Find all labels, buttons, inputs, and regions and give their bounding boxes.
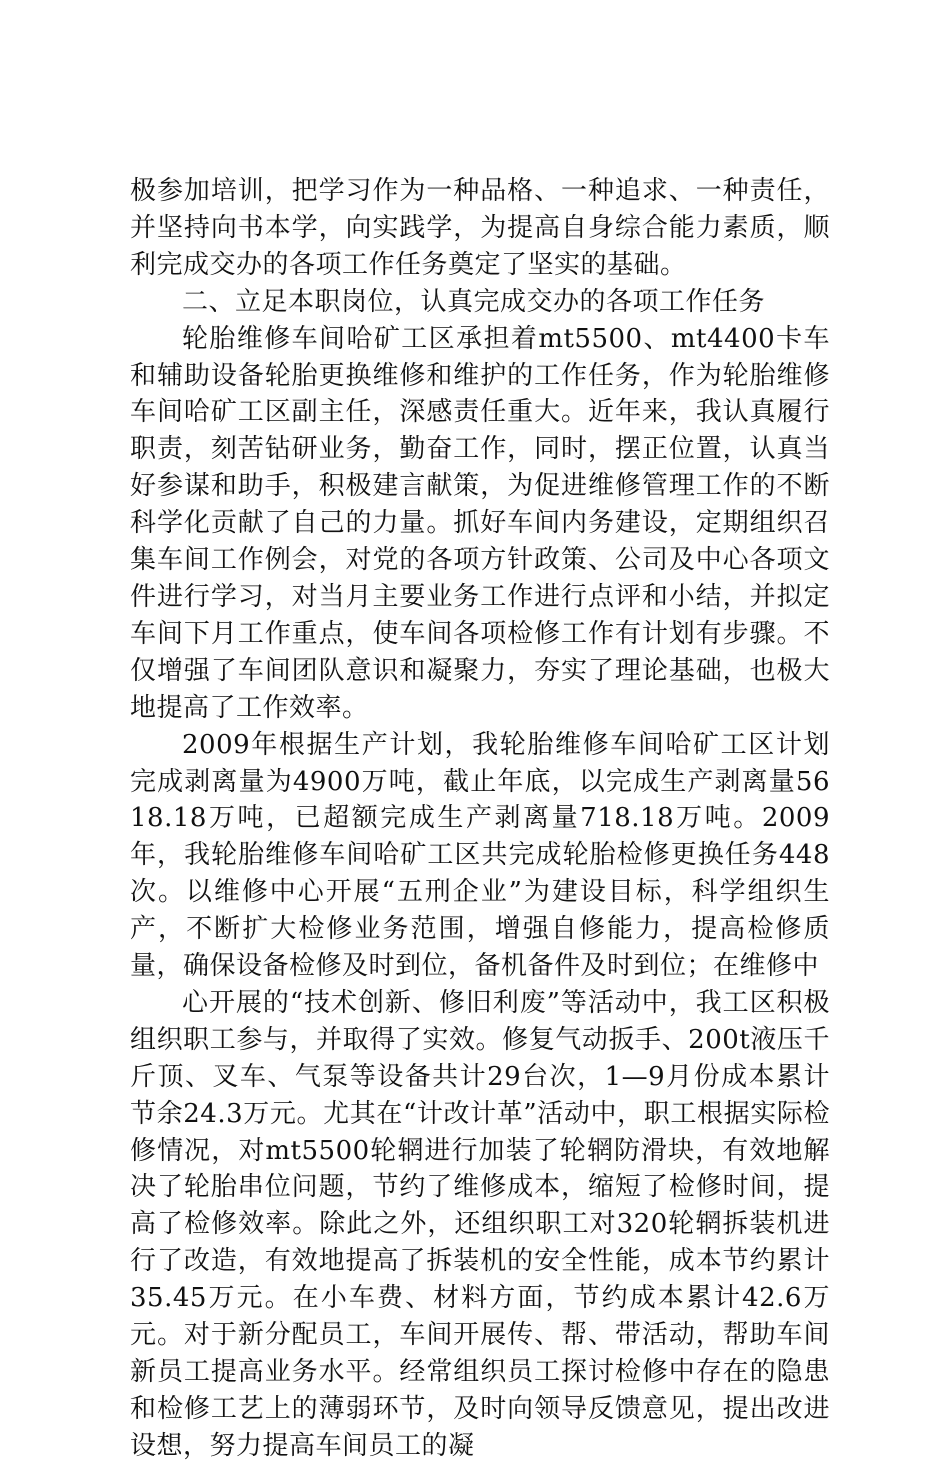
paragraph-innovation-activities: 心开展的“技术创新、修旧利废”等活动中，我工区积极组织职工参与，并取得了实效。修复气动扳手、200t液压千斤顶、叉车、气泵等设备共计29台次，1—9月份成本累计节余24.3万元。尤其在“计改计革”活动中，职工根据实际检修情况，对mt5500轮辋进行加装了轮辋防滑块，有效地解决了轮胎串位问题，节约了维修成本，缩短了检修时间，提高了检修效率。除此之外，还组织职工对320轮辋拆装机进行了改造，有效地提高了拆装机的安全性能，成本节约累计35.45万元。在小车费、材料方面，节约成本累计42.6万元。对于新分配员工，车间开展传、帮、带活动，帮助车间新员工提高业务水平。经常组织员工探讨检修中存在的隐患和检修工艺上的薄弱环节，及时向领导反馈意见，提出改进设想，努力提高车间员工的凝 bbox=[130, 987, 830, 1461]
paragraph-production-2009: 2009年根据生产计划，我轮胎维修车间哈矿工区计划完成剥离量为4900万吨，截止年底，以完成生产剥离量5618.18万吨，已超额完成生产剥离量718.18万吨。2009年，我轮胎维修车间哈矿工区共完成轮胎检修更换任务448次。以维修中心开展“五刑企业”为建设目标，科学组织生产，不断扩大检修业务范围，增强自修能力，提高检修质量，确保设备检修及时到位，备机备件及时到位；在维修中 bbox=[130, 729, 830, 982]
paragraph-workshop-responsibilities: 轮胎维修车间哈矿工区承担着mt5500、mt4400卡车和辅助设备轮胎更换维修和维护的工作任务，作为轮胎维修车间哈矿工区副主任，深感责任重大。近年来，我认真履行职责，刻苦钻研业务，勤奋工作，同时，摆正位置，认真当好参谋和助手，积极建言献策，为促进维修管理工作的不断科学化贡献了自己的力量。抓好车间内务建设，定期组织召集车间工作例会，对党的各项方针政策、公司及中心各项文件进行学习，对当月主要业务工作进行点评和小结，并拟定车间下月工作重点，使车间各项检修工作有计划有步骤。不仅增强了车间团队意识和凝聚力，夯实了理论基础，也极大地提高了工作效率。 bbox=[130, 323, 830, 723]
paragraph-training: 极参加培训，把学习作为一种品格、一种追求、一种责任，并坚持向书本学，向实践学，为提高自身综合能力素质，顺利完成交办的各项工作任务奠定了坚实的基础。 bbox=[130, 176, 830, 280]
section-heading-duties: 二、立足本职岗位，认真完成交办的各项工作任务 bbox=[182, 286, 766, 317]
document-body bbox=[130, 173, 830, 1465]
